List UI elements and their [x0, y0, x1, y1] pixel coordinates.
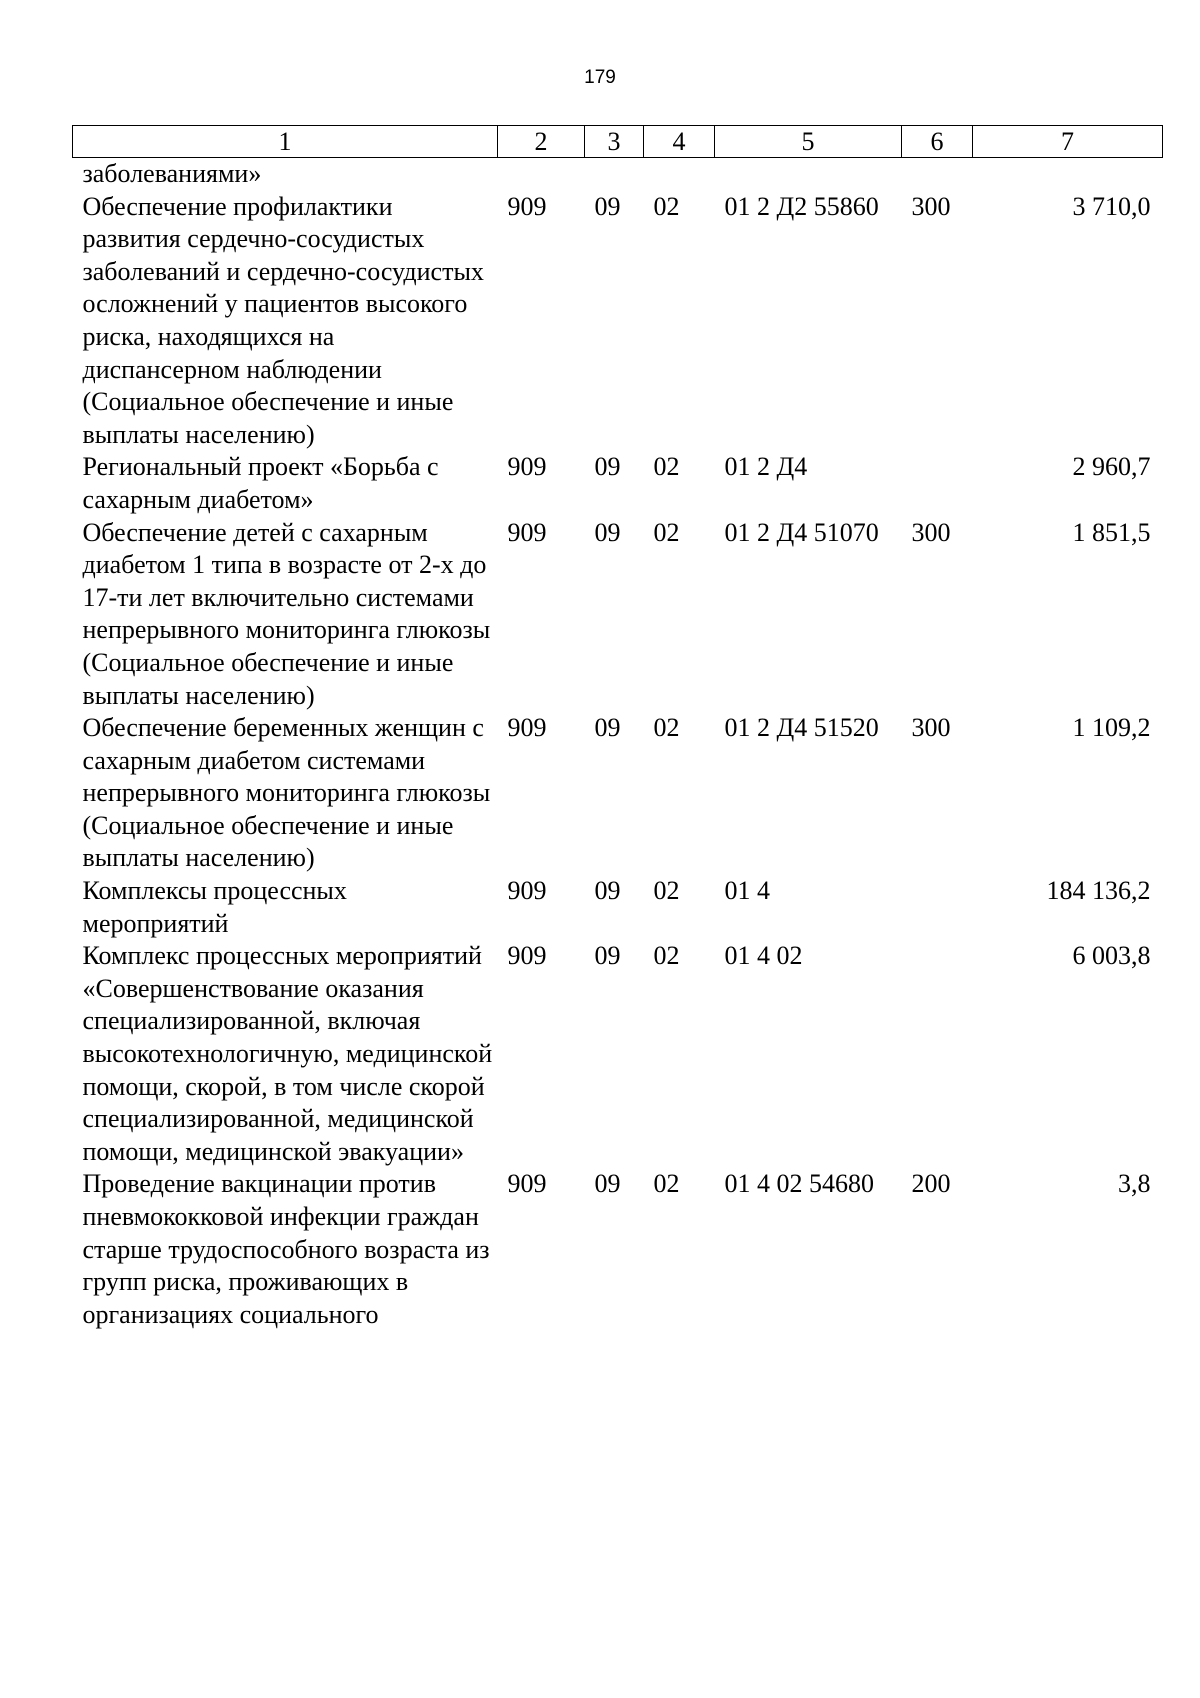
row-section-code: 09: [594, 941, 621, 971]
table-row: [73, 940, 1163, 1168]
page-number: 179: [584, 67, 616, 88]
row-name: заболеваниями»: [82, 159, 262, 188]
row-subsection-code: [644, 158, 715, 191]
table-row: [73, 875, 1163, 940]
row-expense-type: 300: [911, 713, 951, 743]
row-amount: 6 003,8: [1072, 941, 1151, 971]
header-col-4: 4: [644, 126, 715, 158]
row-name: Обеспечение профилактики развития сердечно-сосудистых заболеваний и сердечно-сосудистых осложнений у пациентов высокого риска, находящихся на диспансерном наблюдении (Социальное обеспечение и иные выплаты населению): [82, 191, 484, 449]
row-ministry-code: 909: [507, 876, 547, 906]
table-row: [73, 1168, 1163, 1331]
row-ministry-code: 909: [507, 452, 547, 482]
row-amount: 184 136,2: [1046, 876, 1151, 906]
row-section-code: 09: [594, 191, 621, 221]
row-target-article: 01 4 02: [724, 941, 803, 971]
row-amount: 2 960,7: [1072, 452, 1151, 482]
row-target-article: 01 4 02 54680: [724, 1169, 874, 1199]
row-subsection-code: 02: [653, 517, 680, 547]
row-target-article: 01 2 Д4 51070: [724, 517, 879, 547]
row-subsection-code: 02: [653, 1169, 680, 1199]
header-col-1: 1: [73, 126, 498, 158]
row-expense-type: 300: [911, 517, 951, 547]
row-name: Региональный проект «Борьба с сахарным диабетом»: [82, 452, 439, 514]
row-name: Проведение вакцинации против пневмококковой инфекции граждан старше трудоспособного возраста из групп риска, проживающих в организациях социального: [82, 1169, 490, 1329]
row-target-article: 01 2 Д4: [724, 452, 808, 482]
row-amount: 3 710,0: [1072, 191, 1151, 221]
header-col-3: 3: [585, 126, 644, 158]
row-subsection-code: 02: [653, 452, 680, 482]
row-ministry-code: 909: [507, 517, 547, 547]
row-section-code: 09: [594, 452, 621, 482]
row-subsection-code: 02: [653, 713, 680, 743]
row-amount: 3,8: [1118, 1169, 1151, 1199]
row-subsection-code: 02: [653, 876, 680, 906]
row-ministry-code: 909: [507, 191, 547, 221]
header-col-7: 7: [973, 126, 1163, 158]
row-name: Комплексы процессных мероприятий: [82, 876, 347, 938]
row-amount: [973, 158, 1163, 191]
header-col-6: 6: [902, 126, 973, 158]
header-row: [73, 126, 1163, 158]
table-row: [73, 158, 1163, 191]
table-row: [73, 191, 1163, 452]
table-row: [73, 712, 1163, 875]
table-row: [73, 517, 1163, 713]
header-col-5: 5: [715, 126, 902, 158]
row-expense-type: [902, 875, 973, 940]
row-section-code: 09: [594, 1169, 621, 1199]
table-body: [73, 158, 1163, 1332]
row-section-code: 09: [594, 517, 621, 547]
row-name: Обеспечение беременных женщин с сахарным диабетом системами непрерывного мониторинга глюкозы (Социальное обеспечение и иные выплаты населению): [82, 713, 491, 873]
header-col-2: 2: [498, 126, 585, 158]
row-amount: 1 851,5: [1072, 517, 1151, 547]
row-target-article: 01 2 Д4 51520: [724, 713, 879, 743]
row-subsection-code: 02: [653, 191, 680, 221]
row-ministry-code: [498, 158, 585, 191]
row-target-article: [715, 158, 902, 191]
table-header: [73, 126, 1163, 158]
table-row: [73, 451, 1163, 516]
row-name: Обеспечение детей с сахарным диабетом 1 типа в возрасте от 2-х до 17-ти лет включительно системами непрерывного мониторинга глюкозы (Социальное обеспечение и иные выплаты населению): [82, 517, 491, 710]
row-expense-type: 300: [911, 191, 951, 221]
row-target-article: 01 2 Д2 55860: [724, 191, 879, 221]
row-subsection-code: 02: [653, 941, 680, 971]
budget-table: [72, 125, 1163, 1331]
row-ministry-code: 909: [507, 941, 547, 971]
row-expense-type: [902, 940, 973, 1168]
row-section-code: 09: [594, 713, 621, 743]
row-target-article: 01 4: [724, 876, 770, 906]
row-ministry-code: 909: [507, 713, 547, 743]
row-ministry-code: 909: [507, 1169, 547, 1199]
row-expense-type: [902, 451, 973, 516]
row-section-code: [585, 158, 644, 191]
row-section-code: 09: [594, 876, 621, 906]
row-amount: 1 109,2: [1072, 713, 1151, 743]
row-expense-type: 200: [911, 1169, 951, 1199]
row-name: Комплекс процессных мероприятий «Совершенствование оказания специализированной, включая высокотехнологичную, медицинской помощи, скорой, в том числе скорой специализированной, медицинской помощи, медицинской эвакуации»: [82, 941, 493, 1166]
row-expense-type: [902, 158, 973, 191]
